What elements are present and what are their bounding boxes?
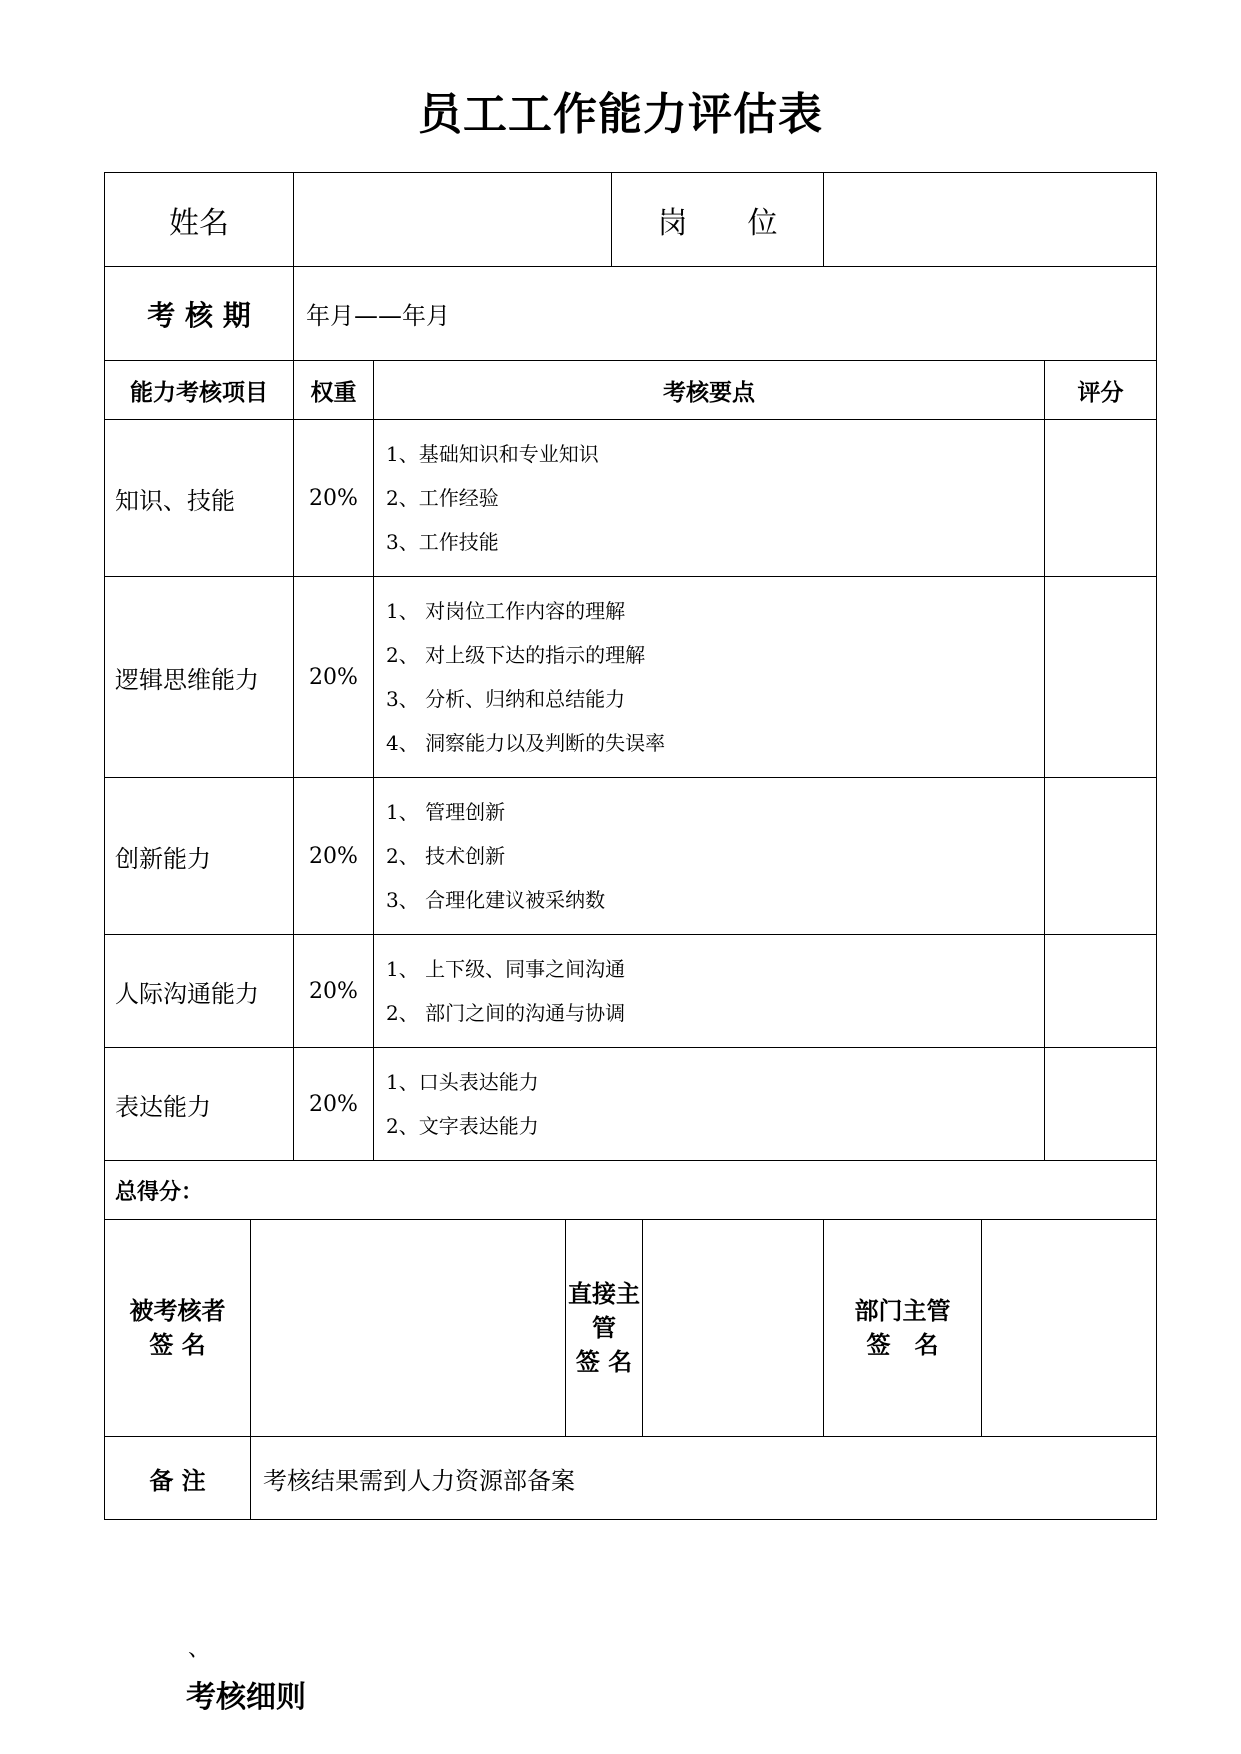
table-row [105, 577, 1157, 778]
item-name: 逻辑思维能力 [105, 577, 294, 778]
remark-row [105, 1437, 1157, 1520]
item-points [374, 420, 1045, 577]
point-line: 2、文字表达能力 [386, 1114, 539, 1138]
table-row [105, 935, 1157, 1048]
total-label: 总得分： [115, 1179, 204, 1205]
column-header-item: 能力考核项目 [105, 361, 294, 420]
column-header-weight: 权重 [294, 361, 374, 420]
remark-value: 考核结果需到人力资源部备案 [251, 1437, 1157, 1520]
name-label: 姓名 [105, 173, 294, 267]
remark-label: 备 注 [105, 1437, 251, 1520]
item-weight: 20% [294, 577, 374, 778]
period-field[interactable]: 年月——年月 [294, 267, 1157, 361]
dept-head-signature-label [824, 1220, 982, 1437]
score-field[interactable] [1045, 577, 1157, 778]
point-line: 4、 洞察能力以及判断的失误率 [386, 731, 666, 755]
point-line: 1、基础知识和专业知识 [386, 442, 599, 466]
column-header-points: 考核要点 [374, 361, 1045, 420]
point-line: 2、工作经验 [386, 486, 499, 510]
item-points [374, 1048, 1045, 1161]
direct-supervisor-label-line1: 直接主管 [568, 1280, 640, 1342]
table-row [105, 1048, 1157, 1161]
item-name: 人际沟通能力 [105, 935, 294, 1048]
page-title: 员工工作能力评估表 [418, 89, 823, 140]
point-line: 1、 上下级、同事之间沟通 [386, 957, 626, 981]
table-row [105, 420, 1157, 577]
direct-supervisor-label-line2: 签 名 [575, 1348, 633, 1376]
item-name: 表达能力 [105, 1048, 294, 1161]
period-row [105, 267, 1157, 361]
name-row [105, 173, 1157, 267]
item-weight: 20% [294, 778, 374, 935]
item-weight: 20% [294, 935, 374, 1048]
appraisee-signature-field[interactable] [251, 1220, 566, 1437]
appraisee-label-line1: 被考核者 [129, 1297, 226, 1325]
item-points [374, 935, 1045, 1048]
item-weight: 20% [294, 1048, 374, 1161]
position-label: 岗 位 [612, 173, 824, 267]
item-points [374, 577, 1045, 778]
column-header-score: 评分 [1045, 361, 1157, 420]
point-line: 2、 技术创新 [386, 844, 506, 868]
total-row [105, 1161, 1157, 1220]
item-weight: 20% [294, 420, 374, 577]
evaluation-table [104, 172, 1157, 1520]
item-name: 知识、技能 [105, 420, 294, 577]
direct-supervisor-signature-field[interactable] [643, 1220, 824, 1437]
signature-row [105, 1220, 1157, 1437]
dept-head-label-line1: 部门主管 [854, 1297, 951, 1325]
score-field[interactable] [1045, 935, 1157, 1048]
period-label: 考 核 期 [105, 267, 294, 361]
dept-head-label-line2: 签 名 [866, 1331, 939, 1359]
direct-supervisor-signature-label [566, 1220, 643, 1437]
appraisee-signature-label [105, 1220, 251, 1437]
point-line: 3、 分析、归纳和总结能力 [386, 687, 626, 711]
point-line: 1、 管理创新 [386, 800, 506, 824]
column-header-row [105, 361, 1157, 420]
point-line: 1、 对岗位工作内容的理解 [386, 599, 626, 623]
stray-mark: 、 [188, 1637, 211, 1662]
point-line: 1、口头表达能力 [386, 1070, 539, 1094]
point-line: 2、 对上级下达的指示的理解 [386, 643, 646, 667]
point-line: 3、 合理化建议被采纳数 [386, 888, 606, 912]
score-field[interactable] [1045, 420, 1157, 577]
appraisee-label-line2: 签 名 [149, 1331, 206, 1359]
item-points [374, 778, 1045, 935]
dept-head-signature-field[interactable] [982, 1220, 1157, 1437]
item-name: 创新能力 [105, 778, 294, 935]
position-field[interactable] [824, 173, 1157, 267]
point-line: 2、 部门之间的沟通与协调 [386, 1001, 626, 1025]
score-field[interactable] [1045, 1048, 1157, 1161]
rules-heading: 考核细则 [186, 1680, 306, 1715]
point-line: 3、工作技能 [386, 530, 499, 554]
score-field[interactable] [1045, 778, 1157, 935]
table-row [105, 778, 1157, 935]
name-field[interactable] [294, 173, 612, 267]
